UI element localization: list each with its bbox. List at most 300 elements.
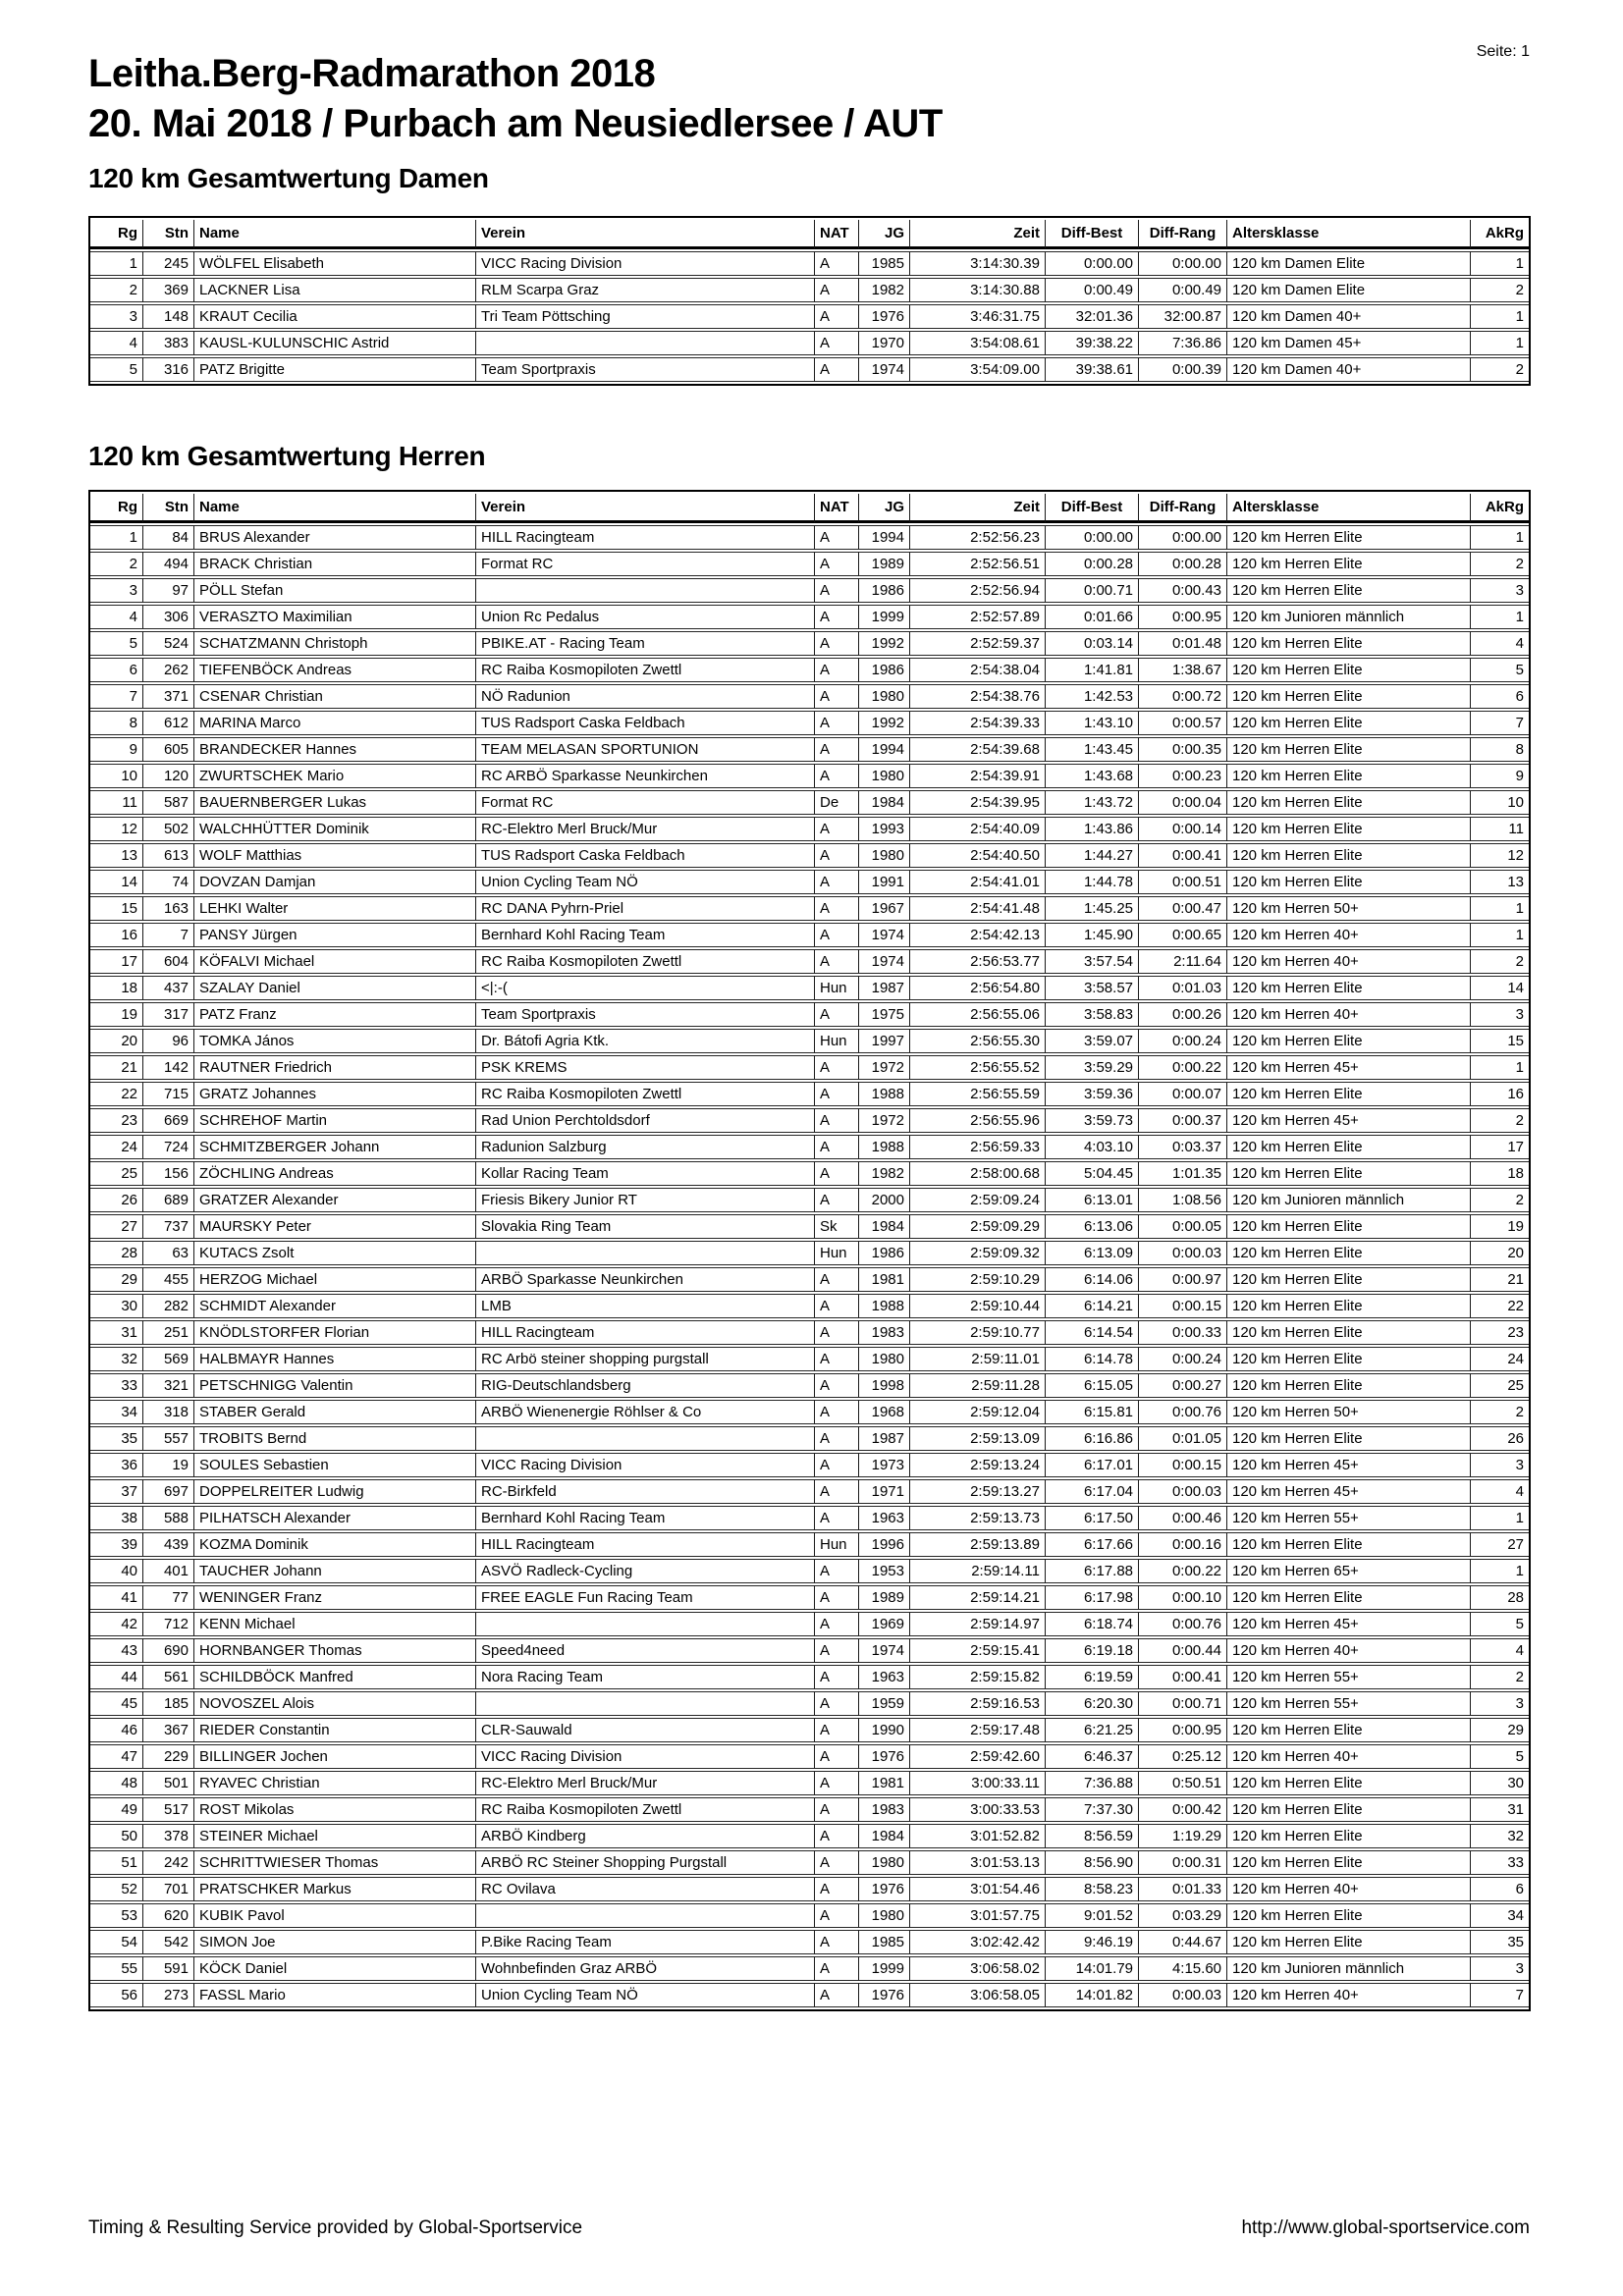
- column-header-stn: Stn: [142, 220, 193, 249]
- cell-diffbest: 3:59.73: [1045, 1108, 1138, 1133]
- cell-altersklasse: 120 km Herren Elite: [1226, 1267, 1470, 1292]
- cell-altersklasse: 120 km Herren 40+: [1226, 1638, 1470, 1663]
- cell-altersklasse: 120 km Herren 55+: [1226, 1665, 1470, 1689]
- table-row: [90, 1956, 1529, 1981]
- table-row: [90, 684, 1529, 709]
- cell-nat: A: [814, 1055, 858, 1080]
- cell-nat: A: [814, 1188, 858, 1212]
- cell-name: TROBITS Bernd: [193, 1426, 475, 1451]
- cell-verein: Wohnbefinden Graz ARBÖ: [475, 1956, 814, 1981]
- cell-stn: 669: [142, 1108, 193, 1133]
- cell-akrg: 2: [1470, 1400, 1529, 1424]
- table-row: [90, 1002, 1529, 1027]
- cell-akrg: 33: [1470, 1850, 1529, 1875]
- table-row: [90, 949, 1529, 974]
- cell-verein: HILL Racingteam: [475, 1532, 814, 1557]
- cell-stn: 689: [142, 1188, 193, 1212]
- cell-diffbest: 0:00.71: [1045, 578, 1138, 603]
- table-row: [90, 1559, 1529, 1583]
- cell-altersklasse: 120 km Herren 65+: [1226, 1559, 1470, 1583]
- cell-diffbest: 0:00.28: [1045, 552, 1138, 576]
- cell-jg: 1980: [858, 764, 909, 788]
- cell-diffbest: 1:43.68: [1045, 764, 1138, 788]
- cell-nat: A: [814, 1506, 858, 1530]
- cell-verein: Kollar Racing Team: [475, 1161, 814, 1186]
- cell-rg: 18: [90, 976, 142, 1000]
- cell-altersklasse: 120 km Herren Elite: [1226, 1029, 1470, 1053]
- cell-verein: Friesis Bikery Junior RT: [475, 1188, 814, 1212]
- table-row: [90, 843, 1529, 868]
- cell-diffbest: 39:38.22: [1045, 331, 1138, 355]
- cell-jg: 1976: [858, 1983, 909, 2007]
- cell-nat: A: [814, 658, 858, 682]
- cell-rg: 21: [90, 1055, 142, 1080]
- cell-nat: A: [814, 1877, 858, 1901]
- cell-diffbest: 3:59.29: [1045, 1055, 1138, 1080]
- cell-stn: 383: [142, 331, 193, 355]
- cell-verein: RC Arbö steiner shopping purgstall: [475, 1347, 814, 1371]
- cell-diffrang: 0:00.03: [1138, 1983, 1226, 2007]
- cell-name: BRUS Alexander: [193, 525, 475, 550]
- column-header-rg: Rg: [90, 220, 142, 249]
- cell-diffrang: 0:00.15: [1138, 1294, 1226, 1318]
- cell-nat: A: [814, 1956, 858, 1981]
- cell-jg: 1980: [858, 684, 909, 709]
- cell-nat: A: [814, 1426, 858, 1451]
- table-row: [90, 1108, 1529, 1133]
- cell-altersklasse: 120 km Junioren männlich: [1226, 1188, 1470, 1212]
- cell-stn: 620: [142, 1903, 193, 1928]
- cell-diffrang: 0:00.22: [1138, 1055, 1226, 1080]
- cell-name: SCHATZMANN Christoph: [193, 631, 475, 656]
- cell-altersklasse: 120 km Herren 40+: [1226, 1877, 1470, 1901]
- cell-jg: 1992: [858, 711, 909, 735]
- cell-altersklasse: 120 km Damen Elite: [1226, 251, 1470, 276]
- cell-verein: Team Sportpraxis: [475, 357, 814, 382]
- cell-diffbest: 6:18.74: [1045, 1612, 1138, 1636]
- cell-altersklasse: 120 km Herren Elite: [1226, 817, 1470, 841]
- cell-diffbest: 14:01.79: [1045, 1956, 1138, 1981]
- cell-diffbest: 0:03.14: [1045, 631, 1138, 656]
- cell-verein: Bernhard Kohl Racing Team: [475, 923, 814, 947]
- cell-nat: A: [814, 1267, 858, 1292]
- cell-diffrang: 0:00.00: [1138, 525, 1226, 550]
- cell-diffrang: 0:00.16: [1138, 1532, 1226, 1557]
- cell-altersklasse: 120 km Herren 45+: [1226, 1479, 1470, 1504]
- cell-rg: 8: [90, 711, 142, 735]
- cell-diffbest: 8:56.59: [1045, 1824, 1138, 1848]
- cell-altersklasse: 120 km Herren 45+: [1226, 1612, 1470, 1636]
- table-row: [90, 1055, 1529, 1080]
- cell-verein: HILL Racingteam: [475, 1320, 814, 1345]
- cell-zeit: 2:54:38.76: [909, 684, 1045, 709]
- cell-rg: 28: [90, 1241, 142, 1265]
- cell-zeit: 2:54:39.95: [909, 790, 1045, 815]
- cell-name: RAUTNER Friedrich: [193, 1055, 475, 1080]
- cell-altersklasse: 120 km Herren Elite: [1226, 1241, 1470, 1265]
- cell-verein: Union Cycling Team NÖ: [475, 1983, 814, 2007]
- cell-nat: A: [814, 896, 858, 921]
- cell-diffbest: 32:01.36: [1045, 304, 1138, 329]
- cell-verein: RC Raiba Kosmopiloten Zwettl: [475, 949, 814, 974]
- cell-nat: A: [814, 1135, 858, 1159]
- cell-rg: 6: [90, 658, 142, 682]
- cell-diffbest: 39:38.61: [1045, 357, 1138, 382]
- cell-stn: 120: [142, 764, 193, 788]
- cell-diffrang: 0:25.12: [1138, 1744, 1226, 1769]
- cell-jg: 1963: [858, 1665, 909, 1689]
- cell-stn: 494: [142, 552, 193, 576]
- cell-diffbest: 6:17.66: [1045, 1532, 1138, 1557]
- cell-diffbest: 6:17.98: [1045, 1585, 1138, 1610]
- cell-zeit: 3:54:09.00: [909, 357, 1045, 382]
- cell-zeit: 2:59:13.89: [909, 1532, 1045, 1557]
- cell-altersklasse: 120 km Herren Elite: [1226, 1347, 1470, 1371]
- cell-stn: 588: [142, 1506, 193, 1530]
- cell-jg: 1983: [858, 1797, 909, 1822]
- cell-stn: 148: [142, 304, 193, 329]
- cell-jg: 1972: [858, 1108, 909, 1133]
- cell-diffbest: 6:19.59: [1045, 1665, 1138, 1689]
- cell-stn: 273: [142, 1983, 193, 2007]
- cell-zeit: 2:59:15.82: [909, 1665, 1045, 1689]
- cell-verein: Team Sportpraxis: [475, 1002, 814, 1027]
- cell-altersklasse: 120 km Herren 40+: [1226, 1744, 1470, 1769]
- cell-stn: 517: [142, 1797, 193, 1822]
- cell-verein: RC-Elektro Merl Bruck/Mur: [475, 817, 814, 841]
- cell-diffrang: 0:00.26: [1138, 1002, 1226, 1027]
- cell-diffbest: 3:57.54: [1045, 949, 1138, 974]
- cell-diffrang: 0:01.05: [1138, 1426, 1226, 1451]
- cell-diffrang: 0:03.37: [1138, 1135, 1226, 1159]
- cell-akrg: 3: [1470, 1002, 1529, 1027]
- cell-altersklasse: 120 km Herren 40+: [1226, 923, 1470, 947]
- cell-stn: 612: [142, 711, 193, 735]
- cell-zeit: 2:59:09.32: [909, 1241, 1045, 1265]
- cell-diffrang: 0:00.41: [1138, 1665, 1226, 1689]
- cell-akrg: 24: [1470, 1347, 1529, 1371]
- cell-name: BRACK Christian: [193, 552, 475, 576]
- cell-verein: PSK KREMS: [475, 1055, 814, 1080]
- cell-diffrang: 0:03.29: [1138, 1903, 1226, 1928]
- cell-akrg: 1: [1470, 1055, 1529, 1080]
- cell-diffrang: 1:01.35: [1138, 1161, 1226, 1186]
- cell-diffbest: 0:00.49: [1045, 278, 1138, 302]
- cell-jg: 1996: [858, 1532, 909, 1557]
- table-row: [90, 552, 1529, 576]
- cell-verein: RC Raiba Kosmopiloten Zwettl: [475, 658, 814, 682]
- cell-rg: 3: [90, 304, 142, 329]
- cell-nat: A: [814, 1718, 858, 1742]
- cell-zeit: 3:01:54.46: [909, 1877, 1045, 1901]
- cell-nat: A: [814, 1400, 858, 1424]
- cell-verein: RLM Scarpa Graz: [475, 278, 814, 302]
- cell-diffrang: 0:44.67: [1138, 1930, 1226, 1954]
- cell-zeit: 2:52:57.89: [909, 605, 1045, 629]
- column-header-akrg: AkRg: [1470, 220, 1529, 249]
- cell-stn: 156: [142, 1161, 193, 1186]
- cell-verein: VICC Racing Division: [475, 1453, 814, 1477]
- cell-akrg: 1: [1470, 525, 1529, 550]
- cell-diffrang: 0:50.51: [1138, 1771, 1226, 1795]
- cell-stn: 251: [142, 1320, 193, 1345]
- table-row: [90, 1029, 1529, 1053]
- cell-rg: 46: [90, 1718, 142, 1742]
- table-row: [90, 251, 1529, 276]
- cell-verein: [475, 1612, 814, 1636]
- cell-akrg: 29: [1470, 1718, 1529, 1742]
- cell-akrg: 3: [1470, 1956, 1529, 1981]
- cell-zeit: 2:54:42.13: [909, 923, 1045, 947]
- cell-akrg: 15: [1470, 1029, 1529, 1053]
- cell-verein: ASVÖ Radleck-Cycling: [475, 1559, 814, 1583]
- cell-altersklasse: 120 km Damen 40+: [1226, 304, 1470, 329]
- cell-zeit: 2:56:55.52: [909, 1055, 1045, 1080]
- cell-nat: A: [814, 843, 858, 868]
- cell-akrg: 1: [1470, 251, 1529, 276]
- cell-nat: A: [814, 684, 858, 709]
- table-row: [90, 1373, 1529, 1398]
- cell-stn: 96: [142, 1029, 193, 1053]
- cell-zeit: 3:01:53.13: [909, 1850, 1045, 1875]
- cell-nat: A: [814, 251, 858, 276]
- cell-nat: A: [814, 1903, 858, 1928]
- cell-name: MARINA Marco: [193, 711, 475, 735]
- column-header-jg: JG: [858, 494, 909, 523]
- cell-altersklasse: 120 km Herren Elite: [1226, 1850, 1470, 1875]
- cell-jg: 1975: [858, 1002, 909, 1027]
- cell-altersklasse: 120 km Herren 50+: [1226, 896, 1470, 921]
- cell-verein: RC Raiba Kosmopiloten Zwettl: [475, 1082, 814, 1106]
- table-row: [90, 764, 1529, 788]
- table-row: [90, 790, 1529, 815]
- cell-verein: TUS Radsport Caska Feldbach: [475, 711, 814, 735]
- table-row: [90, 1771, 1529, 1795]
- cell-stn: 737: [142, 1214, 193, 1239]
- cell-altersklasse: 120 km Junioren männlich: [1226, 1956, 1470, 1981]
- table-row: [90, 1744, 1529, 1769]
- cell-jg: 1991: [858, 870, 909, 894]
- cell-akrg: 12: [1470, 843, 1529, 868]
- cell-nat: A: [814, 1638, 858, 1663]
- cell-jg: 1970: [858, 331, 909, 355]
- cell-name: SCHMIDT Alexander: [193, 1294, 475, 1318]
- cell-verein: RC-Elektro Merl Bruck/Mur: [475, 1771, 814, 1795]
- cell-name: KÖCK Daniel: [193, 1956, 475, 1981]
- cell-zeit: 2:52:59.37: [909, 631, 1045, 656]
- cell-akrg: 20: [1470, 1241, 1529, 1265]
- cell-jg: 1982: [858, 1161, 909, 1186]
- cell-rg: 14: [90, 870, 142, 894]
- cell-jg: 1988: [858, 1294, 909, 1318]
- table-row: [90, 1718, 1529, 1742]
- table-row: [90, 1824, 1529, 1848]
- cell-nat: A: [814, 1294, 858, 1318]
- table-row: [90, 896, 1529, 921]
- cell-stn: 437: [142, 976, 193, 1000]
- cell-nat: A: [814, 1850, 858, 1875]
- cell-nat: A: [814, 552, 858, 576]
- cell-nat: A: [814, 1983, 858, 2007]
- cell-altersklasse: 120 km Herren 45+: [1226, 1055, 1470, 1080]
- cell-name: HERZOG Michael: [193, 1267, 475, 1292]
- cell-stn: 378: [142, 1824, 193, 1848]
- cell-name: STABER Gerald: [193, 1400, 475, 1424]
- cell-rg: 50: [90, 1824, 142, 1848]
- cell-verein: RC DANA Pyhrn-Priel: [475, 896, 814, 921]
- cell-akrg: 21: [1470, 1267, 1529, 1292]
- cell-name: SCHMITZBERGER Johann: [193, 1135, 475, 1159]
- cell-akrg: 2: [1470, 1108, 1529, 1133]
- cell-zeit: 3:14:30.39: [909, 251, 1045, 276]
- cell-akrg: 1: [1470, 896, 1529, 921]
- cell-verein: Format RC: [475, 790, 814, 815]
- cell-diffrang: 0:00.46: [1138, 1506, 1226, 1530]
- cell-name: PANSY Jürgen: [193, 923, 475, 947]
- cell-altersklasse: 120 km Herren Elite: [1226, 737, 1470, 762]
- cell-verein: PBIKE.AT - Racing Team: [475, 631, 814, 656]
- cell-akrg: 1: [1470, 1559, 1529, 1583]
- cell-akrg: 2: [1470, 357, 1529, 382]
- cell-altersklasse: 120 km Herren Elite: [1226, 1135, 1470, 1159]
- cell-diffbest: 6:14.54: [1045, 1320, 1138, 1345]
- cell-rg: 2: [90, 278, 142, 302]
- cell-stn: 245: [142, 251, 193, 276]
- cell-akrg: 31: [1470, 1797, 1529, 1822]
- cell-jg: 1984: [858, 1214, 909, 1239]
- cell-name: MAURSKY Peter: [193, 1214, 475, 1239]
- cell-diffbest: 1:45.90: [1045, 923, 1138, 947]
- cell-rg: 16: [90, 923, 142, 947]
- cell-nat: A: [814, 1082, 858, 1106]
- cell-zeit: 2:59:15.41: [909, 1638, 1045, 1663]
- cell-nat: A: [814, 1373, 858, 1398]
- header-row: [90, 220, 1529, 249]
- cell-diffbest: 1:44.27: [1045, 843, 1138, 868]
- cell-rg: 52: [90, 1877, 142, 1901]
- cell-rg: 39: [90, 1532, 142, 1557]
- cell-jg: 1974: [858, 923, 909, 947]
- cell-rg: 1: [90, 525, 142, 550]
- table-row: [90, 605, 1529, 629]
- event-date-location: 20. Mai 2018 / Purbach am Neusiedlersee / AUT: [88, 102, 943, 146]
- cell-nat: A: [814, 1320, 858, 1345]
- cell-nat: A: [814, 1479, 858, 1504]
- cell-zeit: 2:56:55.30: [909, 1029, 1045, 1053]
- cell-name: KENN Michael: [193, 1612, 475, 1636]
- cell-name: VERASZTO Maximilian: [193, 605, 475, 629]
- cell-verein: FREE EAGLE Fun Racing Team: [475, 1585, 814, 1610]
- cell-verein: P.Bike Racing Team: [475, 1930, 814, 1954]
- cell-diffrang: 0:00.03: [1138, 1479, 1226, 1504]
- cell-stn: 569: [142, 1347, 193, 1371]
- cell-akrg: 5: [1470, 1744, 1529, 1769]
- cell-diffrang: 7:36.86: [1138, 331, 1226, 355]
- cell-akrg: 11: [1470, 817, 1529, 841]
- cell-diffbest: 1:42.53: [1045, 684, 1138, 709]
- cell-altersklasse: 120 km Herren Elite: [1226, 1930, 1470, 1954]
- cell-rg: 37: [90, 1479, 142, 1504]
- cell-stn: 724: [142, 1135, 193, 1159]
- cell-jg: 1984: [858, 1824, 909, 1848]
- cell-jg: 1980: [858, 1347, 909, 1371]
- table-row: [90, 817, 1529, 841]
- cell-akrg: 27: [1470, 1532, 1529, 1557]
- cell-verein: RC Ovilava: [475, 1877, 814, 1901]
- cell-rg: 15: [90, 896, 142, 921]
- cell-zeit: 2:59:17.48: [909, 1718, 1045, 1742]
- cell-stn: 561: [142, 1665, 193, 1689]
- results-table-damen: [88, 216, 1531, 386]
- cell-jg: 1974: [858, 949, 909, 974]
- cell-diffrang: 0:00.27: [1138, 1373, 1226, 1398]
- cell-diffbest: 9:01.52: [1045, 1903, 1138, 1928]
- cell-diffrang: 0:00.72: [1138, 684, 1226, 709]
- cell-jg: 1988: [858, 1082, 909, 1106]
- cell-jg: 1980: [858, 1903, 909, 1928]
- column-header-nat: NAT: [814, 494, 858, 523]
- cell-diffbest: 5:04.45: [1045, 1161, 1138, 1186]
- cell-verein: Union Cycling Team NÖ: [475, 870, 814, 894]
- cell-diffrang: 0:00.04: [1138, 790, 1226, 815]
- cell-akrg: 32: [1470, 1824, 1529, 1848]
- cell-diffrang: 1:38.67: [1138, 658, 1226, 682]
- table-row: [90, 870, 1529, 894]
- cell-rg: 41: [90, 1585, 142, 1610]
- cell-altersklasse: 120 km Herren Elite: [1226, 711, 1470, 735]
- table-row: [90, 1691, 1529, 1716]
- cell-diffbest: 6:21.25: [1045, 1718, 1138, 1742]
- cell-rg: 44: [90, 1665, 142, 1689]
- cell-rg: 5: [90, 357, 142, 382]
- cell-diffbest: 1:43.45: [1045, 737, 1138, 762]
- cell-nat: A: [814, 578, 858, 603]
- cell-diffbest: 3:58.83: [1045, 1002, 1138, 1027]
- cell-altersklasse: 120 km Herren Elite: [1226, 1161, 1470, 1186]
- cell-nat: Sk: [814, 1214, 858, 1239]
- cell-nat: A: [814, 357, 858, 382]
- cell-stn: 306: [142, 605, 193, 629]
- cell-verein: NÖ Radunion: [475, 684, 814, 709]
- cell-zeit: 2:59:10.77: [909, 1320, 1045, 1345]
- cell-nat: A: [814, 1108, 858, 1133]
- cell-diffrang: 0:00.76: [1138, 1400, 1226, 1424]
- cell-altersklasse: 120 km Damen 40+: [1226, 357, 1470, 382]
- cell-diffbest: 6:20.30: [1045, 1691, 1138, 1716]
- cell-zeit: 2:54:40.50: [909, 843, 1045, 868]
- cell-nat: A: [814, 1824, 858, 1848]
- cell-altersklasse: 120 km Damen Elite: [1226, 278, 1470, 302]
- cell-stn: 605: [142, 737, 193, 762]
- cell-diffbest: 0:00.00: [1045, 251, 1138, 276]
- cell-altersklasse: 120 km Herren 50+: [1226, 1400, 1470, 1424]
- table-row: [90, 737, 1529, 762]
- cell-zeit: 2:59:11.28: [909, 1373, 1045, 1398]
- table-row: [90, 1903, 1529, 1928]
- cell-jg: 1972: [858, 1055, 909, 1080]
- cell-nat: Hun: [814, 976, 858, 1000]
- cell-rg: 1: [90, 251, 142, 276]
- cell-diffrang: 0:00.42: [1138, 1797, 1226, 1822]
- cell-name: PATZ Franz: [193, 1002, 475, 1027]
- cell-diffbest: 8:58.23: [1045, 1877, 1138, 1901]
- cell-altersklasse: 120 km Herren 40+: [1226, 1983, 1470, 2007]
- table-row: [90, 1294, 1529, 1318]
- cell-name: BRANDECKER Hannes: [193, 737, 475, 762]
- cell-rg: 17: [90, 949, 142, 974]
- cell-zeit: 2:59:14.11: [909, 1559, 1045, 1583]
- cell-name: SCHREHOF Martin: [193, 1108, 475, 1133]
